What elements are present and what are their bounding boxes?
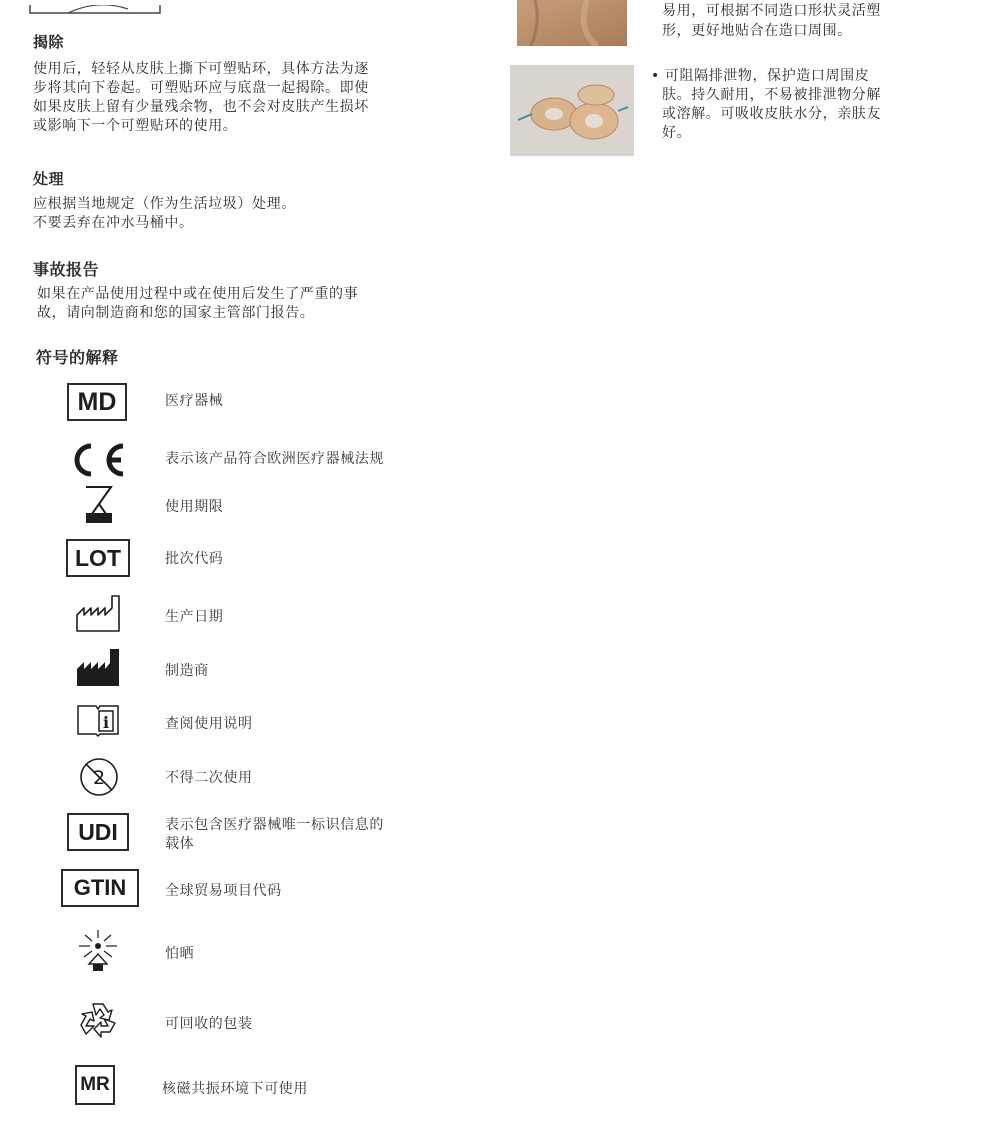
symbol-label-do-not-reuse: 不得二次使用 <box>165 770 253 786</box>
feature-2-line-4: 好。 <box>662 125 692 141</box>
symbol-label-udi-line-1: 表示包含医疗器械唯一标识信息的 <box>165 817 384 833</box>
feature-2-line-3: 或溶解。可吸收皮肤水分，亲肤友 <box>662 106 881 122</box>
feature-1-line-1: 易用，可根据不同造口形状灵活塑 <box>662 3 881 19</box>
peel-line-3: 如果皮肤上留有少量残余物，也不会对皮肤产生损坏 <box>33 99 369 115</box>
svg-text:2: 2 <box>92 767 106 789</box>
symbol-label-ce: 表示该产品符合欧洲医疗器械法规 <box>165 451 384 467</box>
gtin-icon: GTIN <box>61 869 139 907</box>
md-icon: MD <box>67 383 127 421</box>
lot-icon: LOT <box>66 539 130 577</box>
do-not-reuse-icon <box>78 756 120 798</box>
ce-mark-icon <box>67 440 127 480</box>
symbol-label-udi <box>165 816 384 854</box>
consult-instructions-icon <box>76 703 122 737</box>
disposal-paragraph <box>33 195 473 233</box>
symbol-label-recyclable: 可回收的包装 <box>165 1016 253 1032</box>
udi-icon: UDI <box>67 813 129 851</box>
symbol-label-expiry: 使用期限 <box>165 499 224 515</box>
incident-line-2: 故，请向制造商和您的国家主管部门报告。 <box>37 305 315 321</box>
peel-line-1: 使用后，轻轻从皮肤上撕下可塑贴环，具体方法为逐 <box>33 61 369 77</box>
symbols-title: 符号的解释 <box>36 348 119 367</box>
symbol-label-gtin: 全球贸易项目代码 <box>165 883 282 899</box>
peel-title: 揭除 <box>33 33 65 51</box>
symbol-label-mr-safe: 核磁共振环境下可使用 <box>162 1081 308 1097</box>
hourglass-icon <box>83 485 115 525</box>
symbol-label-md: 医疗器械 <box>165 393 224 409</box>
product-photo-rings <box>510 65 634 156</box>
symbol-label-udi-line-2: 载体 <box>165 836 195 852</box>
top-figure-fragment <box>28 0 162 10</box>
peel-line-4: 或影响下一个可塑贴环的使用。 <box>33 118 238 134</box>
feature-1-line-2: 形，更好地贴合在造口周围。 <box>662 23 852 39</box>
recyclable-icon <box>76 998 120 1042</box>
feature-2-line-2: 肤。持久耐用，不易被排泄物分解 <box>662 87 881 103</box>
peel-line-2: 步将其向下卷起。可塑贴环应与底盘一起揭除。即使 <box>33 80 369 96</box>
manufacturer-icon <box>76 647 122 687</box>
svg-text:i: i <box>102 713 110 732</box>
symbol-label-manufacturer: 制造商 <box>165 663 209 679</box>
incident-title: 事故报告 <box>33 260 100 279</box>
symbol-label-manufacture-date: 生产日期 <box>165 609 224 625</box>
feature-2-line-1: • 可阻隔排泄物，保护造口周围皮 <box>651 68 870 84</box>
mr-safe-icon: MR <box>75 1065 115 1105</box>
symbol-label-keep-from-sunlight: 怕晒 <box>165 946 195 962</box>
keep-from-sunlight-icon <box>75 926 121 974</box>
symbol-label-consult-instructions: 查阅使用说明 <box>165 716 253 732</box>
disposal-title: 处理 <box>33 170 65 188</box>
feature-2-text <box>651 67 961 143</box>
manufacture-date-icon <box>75 593 121 633</box>
peel-paragraph <box>33 60 473 136</box>
disposal-line-2: 不要丢弃在冲水马桶中。 <box>33 215 194 231</box>
symbol-label-lot: 批次代码 <box>165 551 224 567</box>
incident-paragraph <box>37 285 477 323</box>
disposal-line-1: 应根据当地规定（作为生活垃圾）处理。 <box>33 196 296 212</box>
incident-line-1: 如果在产品使用过程中或在使用后发生了严重的事 <box>37 286 359 302</box>
product-photo-top <box>517 0 627 46</box>
feature-1-text <box>662 1 962 41</box>
